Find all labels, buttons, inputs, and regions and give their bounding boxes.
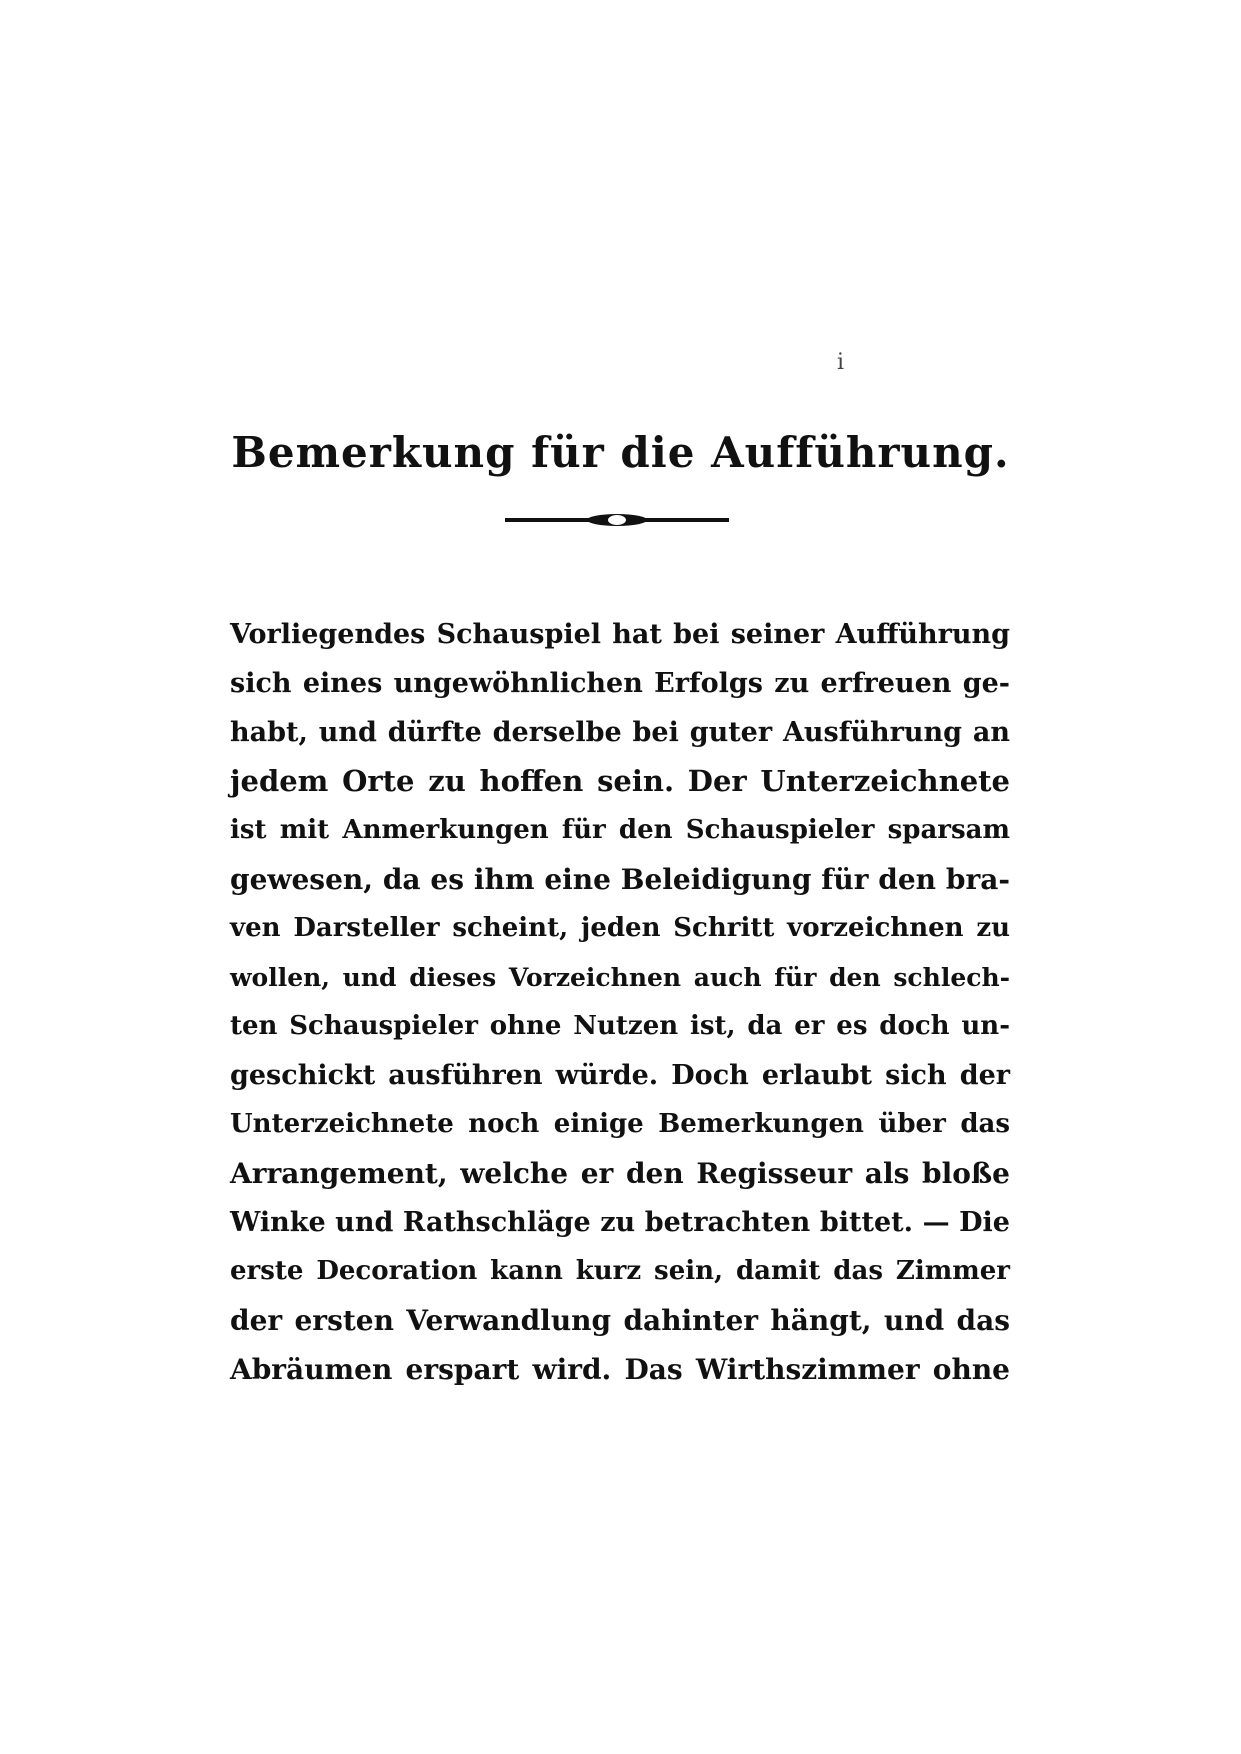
body-paragraph <box>230 610 1010 1394</box>
text-line: ven Darsteller scheint, jeden Schritt vorzeichnen zu <box>230 913 1010 943</box>
page-marker: i <box>837 350 845 375</box>
text-line: erste Decoration kann kurz sein, damit das Zimmer <box>230 1256 1010 1286</box>
text-line: jedem Orte zu hoffen sein. Der Unterzeichnete <box>230 764 1010 798</box>
text-line: habt, und dürfte derselbe bei guter Ausführung an <box>230 717 1010 748</box>
text-line: ist mit Anmerkungen für den Schauspieler sparsam <box>230 815 1010 845</box>
text-line: der ersten Verwandlung dahinter hängt, und das <box>230 1304 1010 1337</box>
text-line: Abräumen erspart wird. Das Wirthszimmer ohne <box>230 1353 1010 1386</box>
text-line: Winke und Rathschläge zu betrachten bittet. — Die <box>230 1207 1010 1238</box>
ornament-divider-icon <box>505 511 729 529</box>
text-line: sich eines ungewöhnlichen Erfolgs zu erfreuen ge- <box>230 668 1010 699</box>
text-line: geschickt ausführen würde. Doch erlaubt sich der <box>230 1060 1010 1091</box>
text-line: Unterzeichnete noch einige Bemerkungen über das <box>230 1109 1010 1139</box>
text-line: ten Schauspieler ohne Nutzen ist, da er es doch un- <box>230 1011 1010 1041</box>
text-line: Vorliegendes Schauspiel hat bei seiner Aufführung <box>230 619 1010 650</box>
text-line: gewesen, da es ihm eine Beleidigung für den bra- <box>230 863 1010 896</box>
page-title: Bemerkung für die Aufführung. <box>231 428 1010 477</box>
text-line: Arrangement, welche er den Regisseur als bloße <box>230 1157 1010 1190</box>
text-line: wollen, und dieses Vorzeichnen auch für den schlech- <box>230 963 1010 992</box>
